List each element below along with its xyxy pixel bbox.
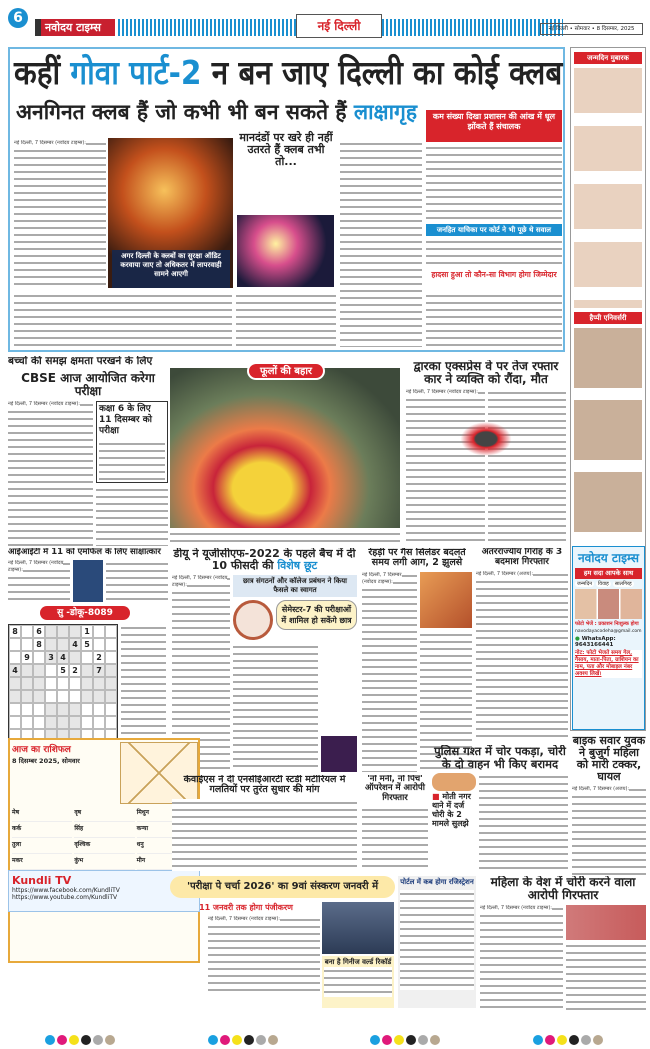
sudoku-cell[interactable]: 7	[93, 664, 105, 677]
ad-pill: सालगिरह	[614, 581, 632, 587]
sudoku-cell[interactable]	[33, 664, 45, 677]
rehdi-body: नई दिल्ली, 7 दिसम्बर (नवोदय टाइम्स):	[362, 572, 417, 772]
nomoney-story	[362, 775, 428, 871]
side-blue-heading: जनहित याचिका पर कोर्ट ने भी पूछे थे सवाल	[426, 224, 562, 236]
sudoku-cell[interactable]	[57, 703, 69, 716]
color-dot	[244, 1035, 254, 1045]
guinness-body	[324, 967, 392, 997]
red-bullet-icon: ■	[432, 792, 440, 802]
cbse-box	[96, 401, 168, 483]
color-dot	[268, 1035, 278, 1045]
rehdi-story	[362, 548, 472, 772]
sudoku-cell[interactable]	[57, 690, 69, 703]
whatsapp-icon: ●	[575, 636, 580, 642]
kys-story	[172, 775, 357, 871]
rashi-name: वृष	[74, 809, 82, 816]
color-dot	[569, 1035, 579, 1045]
sudoku-cell[interactable]	[81, 703, 93, 716]
du-pullquote: सेमेस्टर-7 की परीक्षाओं में शामिल हो सकेंगे छात्र	[276, 600, 357, 630]
color-dot	[418, 1035, 428, 1045]
gang-story	[476, 548, 568, 740]
color-dot	[256, 1035, 266, 1045]
sudoku-cell[interactable]	[45, 703, 57, 716]
color-dot	[81, 1035, 91, 1045]
guinness-title: बना है गिनीज वर्ल्ड रिकॉर्ड	[324, 958, 392, 966]
mahila-body-2	[566, 942, 646, 1010]
rashi-name: मीन	[136, 857, 146, 864]
sudoku-cell[interactable]	[93, 638, 105, 651]
rashi-item	[12, 856, 72, 870]
sudoku-cell[interactable]	[69, 651, 81, 664]
sudoku-cell[interactable]	[81, 677, 93, 690]
police-body	[479, 773, 568, 871]
rashi-name: सिंह	[74, 825, 84, 832]
police-story	[432, 745, 568, 871]
sudoku-cell[interactable]	[9, 703, 21, 716]
mahila-body: नई दिल्ली, 7 दिसम्बर (नवोदय टाइम्स):	[480, 905, 563, 1010]
rashi-name: मिथुन	[136, 809, 149, 816]
sudoku-cell[interactable]	[21, 638, 33, 651]
sudoku-cell[interactable]	[9, 677, 21, 690]
sudoku-cell[interactable]: 6	[33, 625, 45, 638]
color-dot	[69, 1035, 79, 1045]
dwarka-body: नई दिल्ली, 7 दिसम्बर (नवोदय टाइम्स):	[406, 389, 485, 545]
color-dot	[593, 1035, 603, 1045]
iit-body: नई दिल्ली, 7 दिसम्बर (नवोदय टाइम्स):	[8, 560, 70, 602]
color-dot	[370, 1035, 380, 1045]
color-dot	[45, 1035, 55, 1045]
ppc-photo	[322, 902, 394, 954]
sudoku-instructions	[121, 624, 166, 734]
sudoku-cell[interactable]	[33, 651, 45, 664]
color-bar	[208, 1030, 280, 1043]
sudoku-cell[interactable]: 5	[81, 638, 93, 651]
rashi-name: मेष	[12, 809, 20, 816]
birthday-heading: जन्मदिन मुबारक	[574, 52, 642, 64]
sudoku-cell[interactable]: 4	[9, 664, 21, 677]
sudoku-cell[interactable]	[105, 703, 117, 716]
ppc-headline-wrap	[170, 876, 395, 898]
sudoku-cell[interactable]	[21, 690, 33, 703]
ad-email[interactable]: navodayacodeha@gmail.com	[575, 629, 642, 634]
page-number: 6	[8, 8, 28, 28]
color-dot	[57, 1035, 67, 1045]
sudoku-cell[interactable]: 5	[57, 664, 69, 677]
side-body-2	[426, 238, 562, 268]
ad-pill: जन्मदिन	[577, 581, 593, 587]
bike-story	[572, 735, 646, 875]
gang-headline: अंतरराज्यीय गिरोह के 3 बदमाश गिरफ्तार	[481, 548, 563, 567]
color-dot	[232, 1035, 242, 1045]
sudoku-cell[interactable]	[81, 716, 93, 729]
iit-headline: आईआईटी में 11 को एमफिल के लिए साक्षात्कार	[8, 548, 161, 557]
police-headline: पुलिस गश्त में चोर पकड़ा, चोरी के दो वाहन भी किए बरामद	[434, 745, 566, 771]
gang-body: नई दिल्ली, 7 दिसम्बर (अजय):	[476, 571, 568, 740]
ad-pills	[575, 581, 642, 587]
lead-kicker: मानदंडों पर खरे ही नहीं उतरते हैं क्लब तभी तो...	[239, 131, 333, 169]
sudoku-cell[interactable]: 8	[9, 625, 21, 638]
sudoku-cell[interactable]	[69, 716, 81, 729]
sudoku-cell[interactable]: 4	[69, 638, 81, 651]
side-body-1	[426, 144, 562, 222]
sudoku-cell[interactable]	[57, 716, 69, 729]
edition-tab: नई दिल्ली	[296, 14, 382, 38]
flowers-photo	[170, 368, 400, 528]
nightclub-photo	[237, 215, 334, 287]
sudoku-cell[interactable]: 9	[21, 651, 33, 664]
nomoney-body	[362, 806, 428, 871]
portal-body	[400, 890, 474, 990]
sudoku-cell[interactable]	[105, 690, 117, 703]
mahila-story	[480, 876, 646, 1010]
cbse-headline-line2: CBSE आज आयोजित करेगा परीक्षा	[21, 370, 155, 398]
ad-whatsapp: ● WhatsApp: 9643166441	[575, 636, 616, 648]
sudoku-cell[interactable]	[105, 664, 117, 677]
lead-subheadline: अनगिनत क्लब हैं जो कभी भी बन सकते हैं लाक्षागृह	[16, 100, 418, 124]
mahila-photo	[566, 905, 646, 940]
dwarka-story	[406, 360, 566, 545]
sudoku-cell[interactable]	[93, 690, 105, 703]
sudoku-cell[interactable]	[21, 703, 33, 716]
sudoku-cell[interactable]	[69, 703, 81, 716]
sudoku-cell[interactable]	[21, 664, 33, 677]
sudoku-cell[interactable]	[21, 677, 33, 690]
ad-photos	[575, 589, 642, 619]
iit-body-2	[106, 560, 168, 602]
sudoku-cell[interactable]	[105, 625, 117, 638]
cbse-body-2	[96, 486, 168, 546]
rashi-name: मकर	[12, 857, 23, 864]
sudoku-cell[interactable]	[33, 716, 45, 729]
guinness-box	[322, 956, 394, 1008]
kundli-youtube-link[interactable]: https://www.youtube.com/KundliTV	[12, 894, 118, 901]
rashi-item	[74, 856, 134, 870]
lead-body-col4	[14, 292, 232, 347]
rashi-item	[12, 808, 72, 822]
sudoku-cell[interactable]	[45, 716, 57, 729]
color-dot	[533, 1035, 543, 1045]
side-red-heading: कम संख्या दिखा प्रशासन की आंख में धूल झोंकते हैं संचालक	[426, 110, 562, 142]
sudoku-cell[interactable]	[21, 625, 33, 638]
fire-illustration	[420, 572, 472, 628]
color-dot	[394, 1035, 404, 1045]
color-dot	[382, 1035, 392, 1045]
kundli-brand: Kundli TV	[12, 874, 72, 887]
handcuff-illustration	[432, 773, 476, 791]
sudoku-cell[interactable]	[93, 625, 105, 638]
rashi-item	[74, 808, 134, 822]
ppc-headline: 'परीक्षा पे चर्चा 2026' का 9वां संस्करण जनवरी में	[186, 881, 379, 892]
sudoku-cell[interactable]	[81, 651, 93, 664]
sudoku-cell[interactable]: 3	[45, 651, 57, 664]
ad-brand: नवोदय टाइम्स	[577, 551, 639, 565]
lead-body-col3	[340, 140, 422, 347]
sudoku-cell[interactable]	[105, 716, 117, 729]
mahila-headline: महिला के वेश में चोरी करने वाला आरोपी गिरफ्तार	[490, 876, 636, 903]
accident-illustration	[456, 419, 516, 459]
bike-headline: बाइक सवार युवक ने बुजुर्ग महिला को मारी टक्कर, घायल	[572, 735, 646, 784]
du-headline: डीयू ने यूजीसीएफ-2022 के पहले बैच में दी 10 फीसदी की विशेष छूट	[173, 548, 356, 573]
sudoku-cell[interactable]	[105, 677, 117, 690]
cbse-box-title: कक्षा 6 के लिए 11 दिसम्बर को परीक्षा	[99, 403, 152, 436]
color-dot	[105, 1035, 115, 1045]
iit-story	[8, 548, 168, 602]
cbse-headline	[8, 356, 168, 398]
color-dot	[208, 1035, 218, 1045]
sudoku-title: सु -डोकू-8089	[40, 606, 130, 620]
sudoku-cell[interactable]	[33, 690, 45, 703]
du-body-2	[233, 643, 318, 772]
side-body-3	[426, 292, 562, 347]
sudoku-grid[interactable]	[8, 624, 118, 743]
registration-marks	[0, 1030, 650, 1043]
color-bar	[370, 1030, 442, 1043]
lead-body-col1: नई दिल्ली, 7 दिसम्बर (नवोदय टाइम्स):	[14, 140, 106, 288]
sudoku-cell[interactable]	[93, 703, 105, 716]
kys-body	[172, 799, 357, 871]
sudoku-cell[interactable]	[81, 664, 93, 677]
sudoku-cell[interactable]	[57, 638, 69, 651]
sudoku-cell[interactable]: 8	[33, 638, 45, 651]
rashifal-title: आज का राशिफल	[12, 745, 71, 755]
sudoku-cell[interactable]	[81, 690, 93, 703]
ad-warning: नोट: फोटो भेजते समय गेल, गैसाय, माता-पिता, ग्राशियन का नाम, पता और मोबाइल नंबर अवश्य लिखें।	[575, 650, 642, 678]
iit-logo	[73, 560, 103, 602]
kundli-facebook-link[interactable]: https://www.facebook.com/KundliTV	[12, 887, 120, 894]
sudoku-cell[interactable]	[105, 651, 117, 664]
rashi-item	[74, 824, 134, 838]
color-dot	[545, 1035, 555, 1045]
cbse-box-body	[99, 440, 165, 480]
sudoku-cell[interactable]	[9, 651, 21, 664]
lead-headline: कहीं गोवा पार्ट-2 न बन जाए दिल्ली का कोई क्लब	[14, 53, 563, 92]
rashi-item	[12, 840, 72, 854]
du-box	[233, 575, 357, 597]
rashi-name: कर्क	[12, 825, 22, 832]
sudoku-cell[interactable]	[9, 690, 21, 703]
rashi-item	[12, 824, 72, 838]
navodaya-ad	[572, 546, 645, 730]
color-dot	[220, 1035, 230, 1045]
flowers-caption	[170, 530, 400, 542]
sudoku-cell[interactable]	[21, 716, 33, 729]
color-dot	[557, 1035, 567, 1045]
color-dot	[581, 1035, 591, 1045]
sudoku-cell[interactable]	[45, 638, 57, 651]
ppc-subhead: 11 जनवरी तक होगा पंजीकरण	[199, 903, 293, 912]
cbse-body: नई दिल्ली, 7 दिसम्बर (नवोदय टाइम्स):	[8, 401, 93, 546]
color-bar	[533, 1030, 605, 1043]
brand-logo: नवोदय टाइम्स	[35, 19, 115, 36]
sudoku-cell[interactable]	[57, 677, 69, 690]
rashi-item	[74, 840, 134, 854]
du-body: नई दिल्ली, 7 दिसम्बर (नवोदय टाइम्स):	[172, 575, 230, 772]
rashi-name: वृश्चिक	[74, 841, 91, 848]
lead-body-col2	[236, 292, 336, 347]
rashifal-signs	[12, 808, 197, 870]
sudoku-cell[interactable]	[69, 690, 81, 703]
sudoku-cell[interactable]	[45, 690, 57, 703]
sudoku-cell[interactable]	[69, 625, 81, 638]
photo-quote: अगर दिल्ली के क्लबों का सुरक्षा ऑडिट करवाया जाए तो अधिकतर में लापरवाही सामने आएगी	[112, 250, 230, 288]
du-seal	[233, 600, 273, 640]
sudoku-cell[interactable]	[57, 625, 69, 638]
ppc-body: नई दिल्ली, 7 दिसम्बर (नवोदय टाइम्स):	[208, 916, 320, 996]
color-dot	[406, 1035, 416, 1045]
rashi-name: तुला	[12, 841, 22, 848]
sudoku-cell[interactable]: 1	[81, 625, 93, 638]
sudoku-cell[interactable]: 2	[93, 651, 105, 664]
color-bar	[45, 1030, 117, 1043]
sudoku-cell[interactable]	[33, 703, 45, 716]
sudoku-cell[interactable]: 4	[57, 651, 69, 664]
bike-body: नई दिल्ली, 7 दिसम्बर (अजय):	[572, 786, 646, 875]
color-dot	[430, 1035, 440, 1045]
rashi-name: कन्या	[136, 825, 149, 832]
sudoku-cell[interactable]	[45, 625, 57, 638]
sudoku-cell[interactable]	[33, 677, 45, 690]
sudoku-cell[interactable]	[105, 638, 117, 651]
ad-pill: विवाह	[598, 581, 609, 587]
side-red-heading-2: हादसा हुआ तो कौन-सा विभाग होगा जिम्मेदार	[426, 270, 562, 280]
dwarka-headline: द्वारका एक्सप्रेस वे पर तेज रफ्तार कार ने व्यक्ति को रौंदा, मौत	[413, 360, 559, 387]
portal-title: पोर्टल में कब होगा रजिस्ट्रेशन	[400, 878, 474, 886]
sudoku-cell[interactable]	[45, 664, 57, 677]
cbse-story	[8, 356, 168, 546]
du-box-title: छात्र संगठनों और कॉलेज प्रबंधन ने किया फैसले का स्वागत	[243, 577, 347, 595]
anniversary-photos	[574, 328, 642, 543]
sudoku-cell[interactable]	[45, 677, 57, 690]
flowers-tag: फूलों की बहार	[247, 362, 325, 380]
rashi-name: धनु	[136, 841, 144, 848]
du-logo	[321, 736, 357, 772]
nomoney-headline: 'नो मनी, नो पिंच' ऑपरेशन में आरोपी गिरफ्तार	[365, 775, 425, 803]
portal-box	[398, 876, 476, 1008]
rashi-name: कुंभ	[74, 857, 84, 864]
birthday-photos	[574, 68, 642, 308]
sudoku-cell[interactable]	[93, 716, 105, 729]
kys-headline: केवाईएस ने दी एनसीईआरटी स्टडी मटीरियल में गलतियों पर तुरंत सुधार की मांग	[183, 775, 346, 796]
moti-nagar-subhead: ■ मोती नगर थाने में दर्ज चोरी के 2 मामले सुलझे	[432, 792, 471, 828]
dateline: नई दिल्ली • सोमवार • 8 दिसम्बर, 2025	[540, 23, 643, 35]
rehdi-headline: रेहड़ी पर गैस सिलेंडर बदलते समय लगी आग, 2 झुलसे	[368, 548, 466, 569]
cbse-headline-line1: बच्चों की समझ क्षमता परखने के लिए	[8, 356, 153, 367]
sudoku-cell[interactable]	[9, 638, 21, 651]
ad-tagline: हम सदा आपके साथ	[575, 568, 642, 579]
anniversary-heading: हैप्पी एनिवर्सरी	[574, 312, 642, 324]
sudoku-cell[interactable]	[9, 716, 21, 729]
sudoku-cell[interactable]	[69, 677, 81, 690]
ad-note: फोटो भेजें : प्रकाशन निःशुल्क होगा	[575, 621, 639, 627]
dwarka-body-2	[488, 389, 567, 545]
sudoku-cell[interactable]	[93, 677, 105, 690]
sudoku-cell[interactable]: 2	[69, 664, 81, 677]
rashifal-date: 8 दिसम्बर 2025, सोमवार	[12, 757, 80, 765]
color-dot	[93, 1035, 103, 1045]
